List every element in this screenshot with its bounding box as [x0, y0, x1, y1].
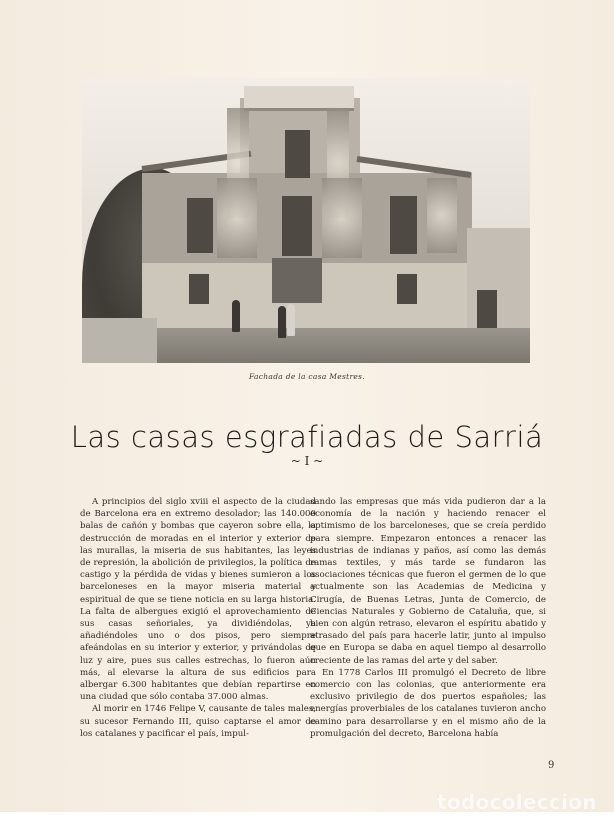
- facade-photo: [82, 78, 530, 363]
- photo-person: [278, 306, 286, 338]
- section-number: ~ I ~: [290, 454, 324, 468]
- article-title: Las casas esgrafiadas de Sarriá: [70, 420, 544, 454]
- photo-window: [397, 274, 417, 304]
- paragraph: sando las empresas que más vida pudieron dar a la economía de la nación y haciendo renacer el optimismo de los barceloneses, que se creía perdido para siempre. Empezaron entonces a renacer las industrias de indianas y paños, así como las demás ramas textiles, y más tarde se fundaron las asociaciones técnicas que fueron el germen de lo que actualmente son las Academias de Medicina y Cirugía, de Buenas Letras, Junta de Comercio, de Ciencias Naturales y Gobierno de Cataluña, que, si bien con algún retraso, elevaron el espíritu abatido y atrasado del país para hacerle latir, junto al impulso que en Europa se daba en aquel tiempo al desarrollo creciente de las ramas del arte y del saber.: [310, 497, 546, 666]
- photo-sgraffito-decoration: [427, 178, 457, 253]
- text-column-left: [80, 496, 316, 740]
- photo-balcony: [272, 258, 322, 303]
- photo-window: [285, 130, 310, 178]
- photo-window: [189, 274, 209, 304]
- photo-person: [287, 304, 295, 336]
- watermark-logo: todocoleccion: [437, 790, 597, 814]
- photo-door: [477, 290, 497, 332]
- photo-garden-wall: [82, 318, 157, 363]
- text-column-right: [310, 496, 546, 740]
- paragraph: En 1778 Carlos III promulgó el Decreto de libre comercio con las colonias, que anteriormente era exclusivo privilegio de dos puertos españoles; las energías proverbiales de los catalanes tuvieron ancho camino para desarrollarse y en el mismo año de la promulgación del decreto, Barcelona había: [310, 667, 546, 739]
- photo-window: [282, 196, 312, 256]
- page-number: 9: [548, 760, 555, 771]
- paragraph: A principios del siglo xviii el aspecto de la ciudad de Barcelona era en extremo desolador; las 140.000 balas de cañón y bombas que cayeron sobre ella, la destrucción de moradas en el interior y exterior de las murallas, la miseria de sus habitantes, las leyes de represión, la abolición de privilegios, la política de castigo y la pérdida de vidas y bienes sumieron a los barceloneses en la mayor miseria material y espiritual de que se tiene noticia en su larga historia. La falta de albergues exigió el aprovechamiento de sus casas señoriales, ya dividiéndolas, ya añadiéndoles uno o dos pisos, pero siempre afeándolas en su interior y exterior, y privándolas de luz y aire, pues sus calles estrechas, lo fueron aún más, al elevarse la altura de sus edificios para albergar 6.300 habitantes que debían repartirse en una ciudad que sólo contaba 37.000 almas.: [80, 497, 316, 703]
- paragraph: Al morir en 1746 Felipe V, causante de tales males, su sucesor Fernando III, quiso captarse el amor de los catalanes y pacificar el país, impul-: [80, 704, 316, 739]
- photo-caption: Fachada de la casa Mestres.: [249, 372, 365, 381]
- photo-window: [390, 196, 417, 254]
- photo-window: [187, 198, 213, 253]
- photo-person: [232, 300, 240, 332]
- photo-sgraffito-decoration: [217, 178, 257, 258]
- photo-sgraffito-decoration: [322, 178, 362, 258]
